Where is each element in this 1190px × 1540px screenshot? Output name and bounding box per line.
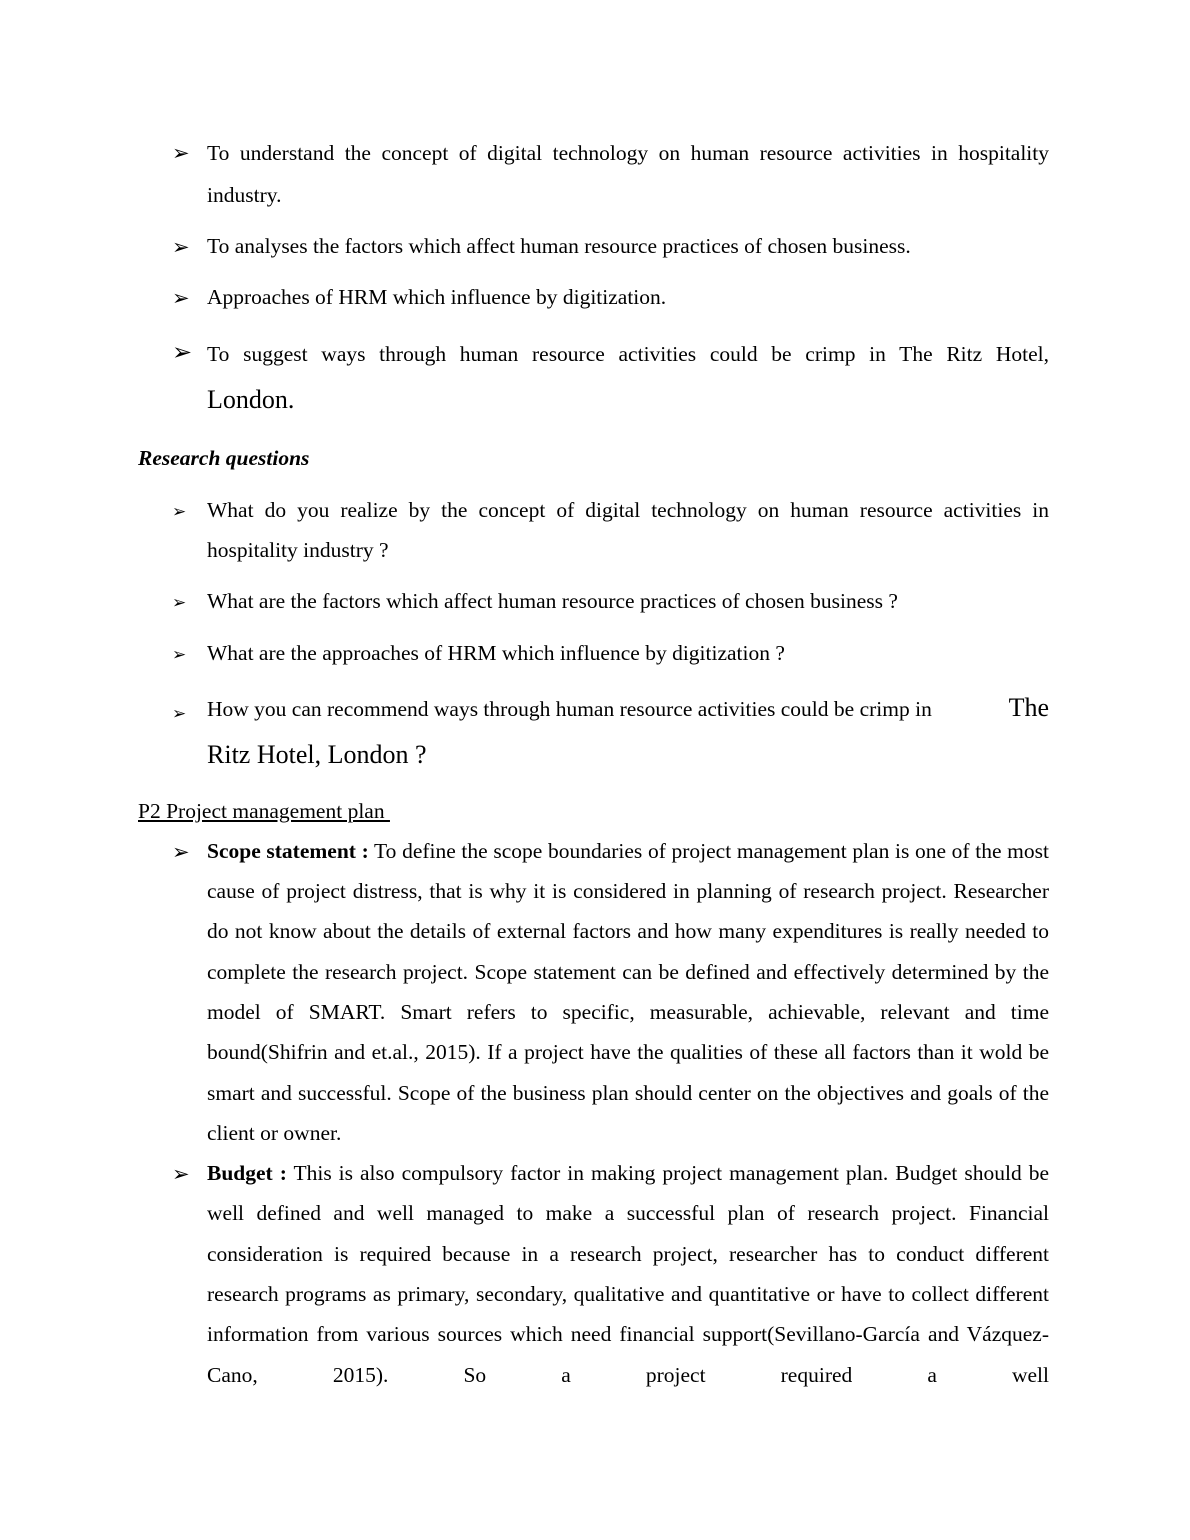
scope-text: To define the scope boundaries of project management plan is one of the most cause of project distress, that is why it is considered in planning of research project. Researcher do not know about the details of external factors and how many expenditures is really needed to complete the research project. Scope statement can be defined and effectively determined by the model of SMART. Smart refers to specific, measurable, achievable, relevant and time bound(Shifrin and et.al., 2015). If a project have the qualities of these all factors than it wold be smart and successful. Scope of the business plan should center on the objectives and goals of the client or owner. — [207, 838, 1049, 1145]
arrow-bullet-icon: ➢ — [172, 501, 187, 522]
arrow-bullet-icon: ➢ — [172, 286, 190, 311]
list-item — [138, 831, 1049, 1153]
question-text: What are the factors which affect human resource practices of chosen business ? — [207, 589, 898, 614]
objective-text-large: London. — [207, 384, 295, 414]
list-item — [138, 633, 1049, 673]
objective-text: Approaches of HRM which influence by digitization. — [207, 285, 667, 310]
arrow-bullet-icon: ➢ — [172, 703, 187, 724]
objective-text: To understand the concept of digital technology on human resource activities in hospitality industry. — [207, 141, 1049, 207]
list-item — [138, 1153, 1049, 1395]
question-text: What do you realize by the concept of digital technology on human resource activities in hospitality industry ? — [207, 497, 1049, 562]
arrow-bullet-icon: ➢ — [172, 1162, 190, 1187]
arrow-bullet-icon: ➢ — [172, 839, 190, 864]
objective-text: To analyses the factors which affect human resource practices of chosen business. — [207, 234, 911, 258]
objectives-list — [138, 132, 1049, 424]
page-content — [138, 132, 1049, 1395]
question-text-large: Ritz Hotel, London ? — [207, 739, 427, 769]
project-plan-list — [138, 831, 1049, 1395]
question-text: What are the approaches of HRM which influence by digitization ? — [207, 641, 785, 666]
question-text: How you can recommend ways through human resource activities could be crimp in — [207, 696, 932, 721]
research-questions-list — [138, 490, 1049, 779]
question-text-large-start: The — [1008, 692, 1049, 722]
arrow-bullet-icon: ➢ — [172, 593, 187, 614]
list-item — [138, 132, 1049, 216]
budget-label: Budget : — [207, 1161, 287, 1186]
arrow-bullet-icon: ➢ — [172, 141, 190, 165]
budget-paragraph — [207, 1153, 1049, 1395]
scope-label: Scope statement : — [207, 838, 369, 863]
budget-text: This is also compulsory factor in making project management plan. Budget should be well defined and well managed to make a successful plan of research project. Financial consideration is required because in a research project, researcher has to conduct different research programs as primary, secondary, qualitative and quantitative or have to collect different information from various sources which need financial support(Sevillano-García and Vázquez-Cano, 2015). So a project required a well — [207, 1161, 1049, 1387]
list-item — [138, 490, 1049, 571]
list-item — [138, 277, 1049, 317]
list-item — [138, 332, 1049, 424]
scope-paragraph — [207, 831, 1049, 1153]
list-item — [138, 581, 1049, 621]
arrow-bullet-icon: ➢ — [172, 337, 193, 366]
arrow-bullet-icon: ➢ — [172, 235, 190, 259]
question-text-line — [207, 686, 1049, 731]
objective-text: To suggest ways through human resource activities could be crimp in The Ritz Hotel, — [207, 341, 1049, 366]
project-plan-heading: P2 Project management plan — [138, 798, 390, 823]
list-item — [138, 686, 1049, 779]
arrow-bullet-icon: ➢ — [172, 645, 187, 666]
list-item — [138, 226, 1049, 266]
research-questions-heading: Research questions — [138, 445, 310, 470]
